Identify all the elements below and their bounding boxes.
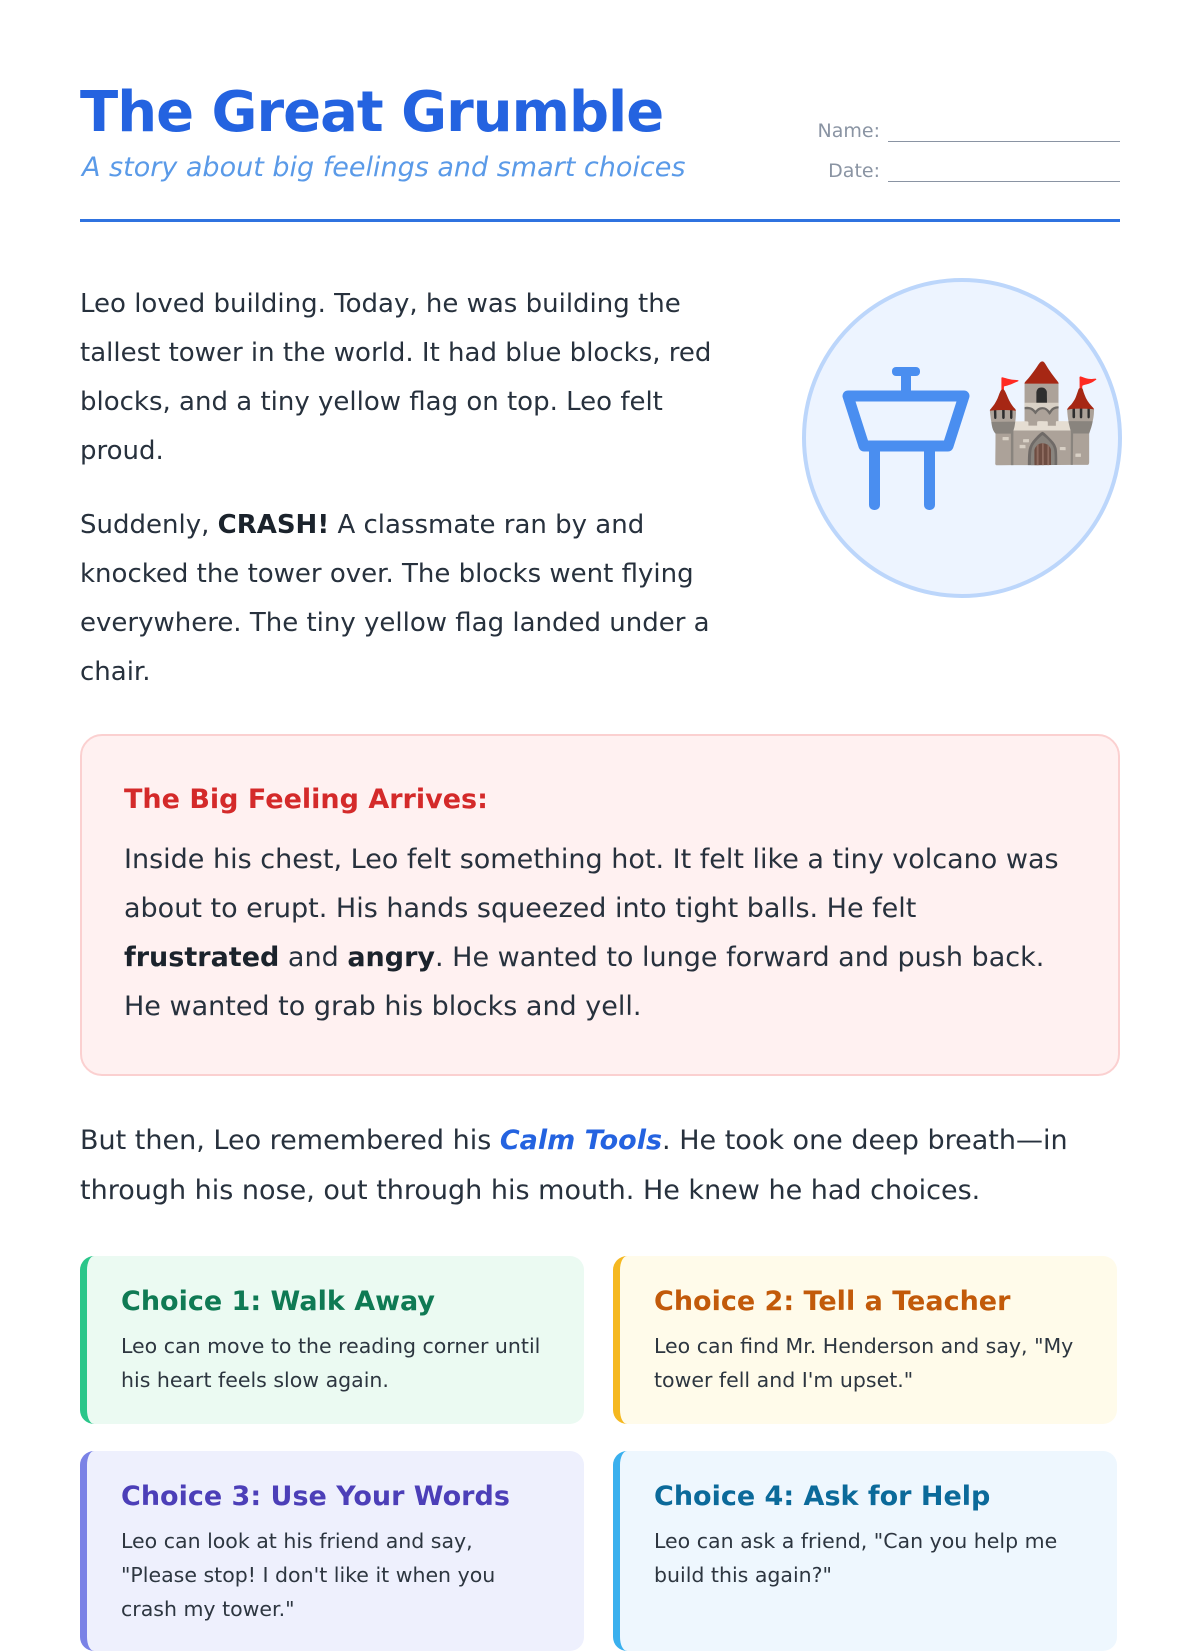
worksheet-header [80,80,1120,222]
choice-title: Choice 3: Use Your Words [121,1481,510,1512]
choice-title: Choice 4: Ask for Help [654,1481,991,1512]
page-subtitle: A story about big feelings and smart choices [82,152,686,183]
name-label: Name: [817,120,880,142]
date-field-row [800,142,1120,182]
choice-description: Leo can move to the reading corner until his heart feels slow again. [121,1334,541,1392]
name-blank-line[interactable] [888,120,1120,142]
bridge-text-1: But then, Leo remembered his [80,1125,500,1156]
page-title: The Great Grumble [80,80,664,145]
crash-emphasis: CRASH! [217,510,330,540]
big-feeling-callout [80,734,1120,1076]
story-text [80,280,740,722]
bridge-text-2: . He took one deep breath—in through his nose, out through his mouth. He knew he had choices. [80,1125,1068,1206]
callout-text-1: Inside his chest, Leo felt something hot. It felt like a tiny volcano was about to erupt. His hands squeezed into tight balls. He felt [124,844,1059,924]
emotion-angry: angry [347,942,435,973]
calm-tools-paragraph [80,1116,1120,1216]
choice-card-4 [613,1451,1117,1651]
choice-description: Leo can ask a friend, "Can you help me build this again?" [654,1529,1058,1587]
choice-title: Choice 1: Walk Away [121,1286,436,1317]
choice-title: Choice 2: Tell a Teacher [654,1286,1011,1317]
student-info [800,102,1120,182]
date-label: Date: [828,160,880,182]
name-field-row [800,102,1120,142]
worksheet-page [80,0,1120,1621]
callout-text-2: and [279,942,348,973]
callout-heading: The Big Feeling Arrives: [124,784,488,815]
story-p2-start: Suddenly, [80,510,218,540]
emotion-frustrated: frustrated [124,942,280,973]
choice-description: Leo can find Mr. Henderson and say, "My tower fell and I'm upset." [654,1334,1074,1392]
choice-card-3 [80,1451,584,1651]
choice-card-1 [80,1256,584,1424]
castle-icon: 🏰 [982,356,1102,468]
choice-description: Leo can look at his friend and say, "Please stop! I don't like it when you crash my tower." [121,1529,496,1621]
callout-text-3: . He wanted to lunge forward and push back. He wanted to grab his blocks and yell. [124,942,1045,1022]
date-blank-line[interactable] [888,160,1120,182]
story-p2-rest: A classmate ran by and knocked the tower over. The blocks went flying everywhere. The tiny yellow flag landed under a chair. [80,510,710,687]
story-paragraph-1: Leo loved building. Today, he was building the tallest tower in the world. It had blue blocks, red blocks, and a tiny yellow flag on top. Leo felt proud. [80,289,712,466]
choice-card-2 [613,1256,1117,1424]
story-illustration [802,278,1122,598]
callout-text [124,835,1076,1031]
tower-icon [842,364,972,514]
calm-tools-term: Calm Tools [499,1125,663,1156]
story-paragraph-2 [80,501,740,697]
